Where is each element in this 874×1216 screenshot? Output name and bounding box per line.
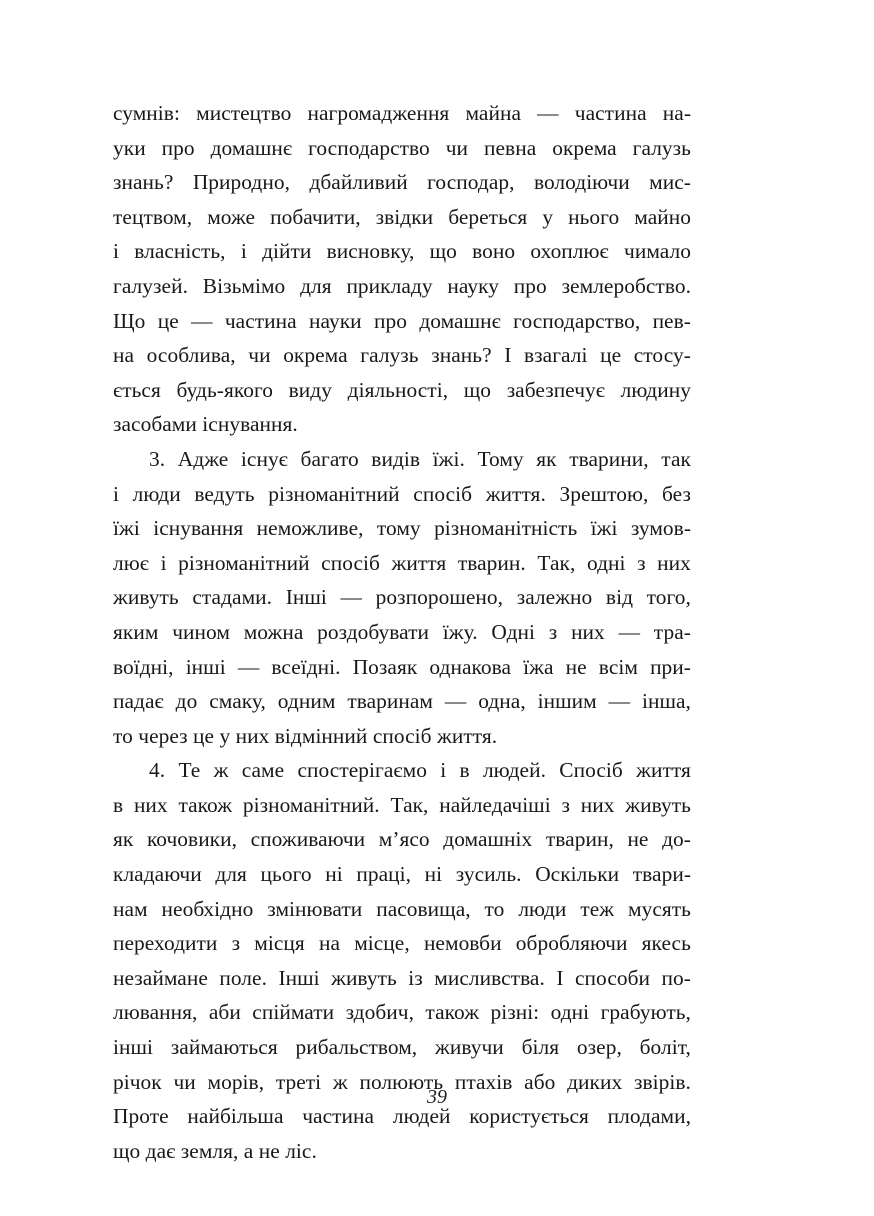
word: люди bbox=[518, 896, 567, 921]
word: переходити bbox=[113, 931, 218, 956]
word: сумнів: bbox=[113, 101, 180, 125]
text-line bbox=[113, 131, 691, 166]
word: біля bbox=[521, 1035, 560, 1060]
word: забезпечує bbox=[506, 377, 605, 402]
word: залежно bbox=[516, 585, 593, 610]
word: і bbox=[113, 239, 119, 264]
word: праці, bbox=[356, 862, 412, 887]
word: ж bbox=[332, 1069, 348, 1094]
word: господарство bbox=[308, 135, 430, 160]
word: з bbox=[637, 550, 646, 575]
text-line bbox=[113, 96, 691, 131]
word: діяльності, bbox=[347, 377, 449, 402]
word: також bbox=[425, 1000, 480, 1025]
word: займаються bbox=[170, 1035, 278, 1060]
word: їжу. bbox=[442, 619, 478, 644]
word: живуть bbox=[113, 585, 179, 610]
word: кочовики, bbox=[146, 827, 238, 852]
word: мусять bbox=[627, 896, 691, 921]
word: лювання, bbox=[113, 1000, 198, 1025]
word: їжа bbox=[523, 654, 554, 679]
word: про bbox=[513, 273, 547, 298]
word: Спосіб bbox=[559, 758, 623, 783]
text-line: що дає земля, а не ліс. bbox=[113, 1138, 317, 1163]
word: кладаючи bbox=[113, 862, 202, 887]
word: живучи bbox=[435, 1035, 504, 1060]
word: ведуть bbox=[194, 481, 255, 506]
word: спосіб bbox=[413, 481, 473, 506]
word: місце, bbox=[354, 931, 410, 956]
text-line bbox=[113, 961, 691, 996]
word: озер, bbox=[576, 1035, 622, 1060]
word: твари- bbox=[632, 862, 691, 887]
word: — bbox=[444, 689, 467, 714]
text-line bbox=[113, 269, 691, 304]
word: різноманітний. bbox=[242, 792, 380, 817]
word: місця bbox=[254, 931, 305, 956]
word: їжі. bbox=[432, 446, 465, 471]
word: висновку, bbox=[326, 239, 415, 264]
word: якесь bbox=[641, 931, 691, 956]
word: їжі bbox=[113, 516, 140, 541]
word: нагромадження bbox=[307, 101, 450, 125]
word: того, bbox=[646, 585, 691, 610]
word: Те bbox=[178, 758, 201, 783]
word: до bbox=[175, 689, 198, 714]
word: воїдні, bbox=[113, 654, 174, 679]
word: 4. bbox=[149, 758, 166, 783]
text-line bbox=[113, 165, 691, 200]
word: Оскільки bbox=[535, 862, 620, 887]
word: дійти bbox=[262, 239, 312, 264]
word: спостерігаємо bbox=[297, 758, 427, 783]
word: саме bbox=[241, 758, 285, 783]
word: майна bbox=[465, 101, 522, 125]
word: стосу- bbox=[633, 343, 691, 368]
word: аби bbox=[208, 1000, 241, 1025]
word: береться bbox=[448, 204, 528, 229]
word: розпорошено, bbox=[375, 585, 504, 610]
word: ні bbox=[424, 862, 443, 887]
word: Візьмімо bbox=[202, 273, 286, 298]
word: Що bbox=[113, 308, 146, 333]
paragraph bbox=[113, 442, 691, 753]
word: для bbox=[300, 273, 332, 298]
word: з bbox=[561, 792, 570, 817]
word: галузь bbox=[632, 135, 691, 160]
word: треті bbox=[275, 1069, 322, 1094]
text-line bbox=[113, 926, 691, 961]
word: полюють bbox=[359, 1069, 444, 1094]
word: птахів bbox=[454, 1069, 513, 1094]
word: не bbox=[627, 827, 649, 852]
word: прикладу bbox=[346, 273, 433, 298]
word: Інші bbox=[278, 965, 320, 990]
word: мисливства. bbox=[434, 965, 545, 990]
word: Адже bbox=[177, 446, 229, 471]
word: може bbox=[207, 204, 256, 229]
word: воно bbox=[472, 239, 516, 264]
word: одні bbox=[586, 550, 626, 575]
word: як bbox=[113, 827, 134, 852]
word: чимало bbox=[624, 239, 691, 264]
word: дбайливий bbox=[309, 170, 408, 195]
text-line bbox=[113, 1030, 691, 1065]
word: і bbox=[160, 550, 167, 575]
word: неможливе, bbox=[256, 516, 364, 541]
text-line bbox=[113, 234, 691, 269]
word: необхідно bbox=[161, 896, 254, 921]
word: І bbox=[504, 343, 512, 368]
word: або bbox=[524, 1069, 556, 1094]
word: зусиль. bbox=[455, 862, 522, 887]
word: інша, bbox=[642, 689, 691, 714]
word: змінювати bbox=[267, 896, 363, 921]
word: землеробство. bbox=[561, 273, 691, 298]
word: ється bbox=[113, 377, 161, 402]
word: всім bbox=[598, 654, 638, 679]
text-line bbox=[113, 753, 691, 788]
word: тому bbox=[376, 516, 421, 541]
word: річок bbox=[113, 1069, 162, 1094]
word: будь-якого bbox=[176, 377, 273, 402]
word: тварин, bbox=[545, 827, 614, 852]
word: — bbox=[537, 101, 559, 125]
word: лює bbox=[113, 550, 149, 575]
word: тра- bbox=[653, 619, 691, 644]
word: побачити, bbox=[270, 204, 361, 229]
word: зумов- bbox=[630, 516, 691, 541]
word: і bbox=[113, 481, 119, 506]
word: грабують, bbox=[600, 1000, 691, 1025]
text-line bbox=[113, 200, 691, 235]
text-line bbox=[113, 857, 691, 892]
word: тецтвом, bbox=[113, 204, 193, 229]
word: це bbox=[600, 343, 622, 368]
word: чи bbox=[248, 343, 271, 368]
word: падає bbox=[113, 689, 164, 714]
word: науки bbox=[309, 308, 362, 333]
word: до- bbox=[662, 827, 691, 852]
word: інші bbox=[113, 1035, 154, 1060]
word: них bbox=[133, 792, 168, 817]
word: по- bbox=[661, 965, 691, 990]
word: що bbox=[463, 377, 492, 402]
word: обробляючи bbox=[515, 931, 628, 956]
page-text-block bbox=[113, 96, 691, 1168]
word: стадами. bbox=[192, 585, 273, 610]
word: — bbox=[340, 585, 362, 610]
word: окрема bbox=[552, 135, 617, 160]
word: домашнє bbox=[419, 308, 501, 333]
word: чином bbox=[172, 619, 230, 644]
word: у bbox=[542, 204, 554, 229]
word: рибальством, bbox=[295, 1035, 418, 1060]
word: Природно, bbox=[192, 170, 291, 195]
word: про bbox=[374, 308, 407, 333]
text-line bbox=[113, 650, 691, 685]
word: люди bbox=[132, 481, 181, 506]
text-line bbox=[113, 892, 691, 927]
word: яким bbox=[113, 619, 159, 644]
word: власність, bbox=[134, 239, 226, 264]
word: смаку, bbox=[209, 689, 266, 714]
word: диких bbox=[567, 1069, 623, 1094]
word: користується bbox=[469, 1104, 589, 1129]
word: різноманітність bbox=[434, 516, 578, 541]
text-line bbox=[113, 442, 691, 477]
word: життя bbox=[636, 758, 691, 783]
word: частина bbox=[574, 101, 647, 125]
word: існування bbox=[153, 516, 244, 541]
word: найледачіші bbox=[439, 792, 551, 817]
word: м’ясо bbox=[378, 827, 430, 852]
word: з bbox=[231, 931, 241, 956]
text-line bbox=[113, 788, 691, 823]
word: як bbox=[536, 446, 557, 471]
word: людей bbox=[392, 1104, 451, 1129]
word: то bbox=[484, 896, 505, 921]
word: Інші bbox=[285, 585, 327, 610]
word: від bbox=[605, 585, 633, 610]
word: господарство, bbox=[513, 308, 641, 333]
word: галузей. bbox=[113, 273, 188, 298]
word: інші bbox=[185, 654, 226, 679]
word: морів, bbox=[207, 1069, 265, 1094]
text-line bbox=[113, 995, 691, 1030]
word: одні bbox=[550, 1000, 590, 1025]
word: Тому bbox=[477, 446, 524, 471]
text-line bbox=[113, 580, 691, 615]
word: частина bbox=[302, 1104, 375, 1129]
text-line bbox=[113, 511, 691, 546]
word: однакова bbox=[429, 654, 512, 679]
word: господар, bbox=[427, 170, 515, 195]
word: не bbox=[565, 654, 587, 679]
word: чи bbox=[445, 135, 469, 160]
word: в bbox=[113, 792, 124, 817]
word: знань? bbox=[431, 343, 492, 368]
word: спосіб bbox=[321, 550, 380, 575]
word: домашніх bbox=[443, 827, 533, 852]
text-line bbox=[113, 304, 691, 339]
word: найбільша bbox=[187, 1104, 284, 1129]
word: людину bbox=[620, 377, 691, 402]
word: живуть bbox=[331, 965, 397, 990]
text-line: то через це у них відмінний спосіб життя. bbox=[113, 723, 498, 748]
word: людей. bbox=[482, 758, 546, 783]
word: пасовища, bbox=[376, 896, 471, 921]
word: видів bbox=[371, 446, 421, 471]
word: одним bbox=[277, 689, 336, 714]
word: нам bbox=[113, 896, 148, 921]
word: так bbox=[661, 446, 691, 471]
word: з bbox=[548, 619, 558, 644]
word: на- bbox=[662, 101, 691, 125]
word: них bbox=[580, 792, 615, 817]
word: ж bbox=[213, 758, 229, 783]
word: різноманітний bbox=[268, 481, 400, 506]
word: існує bbox=[240, 446, 288, 471]
word: здобич, bbox=[345, 1000, 414, 1025]
word: Позаяк bbox=[352, 654, 418, 679]
word: тваринам bbox=[347, 689, 434, 714]
word: володіючи bbox=[533, 170, 630, 195]
word: боліт, bbox=[639, 1035, 691, 1060]
text-line bbox=[113, 373, 691, 408]
word: різноманітний bbox=[178, 550, 310, 575]
text-line bbox=[113, 822, 691, 857]
word: в bbox=[459, 758, 470, 783]
word: цього bbox=[260, 862, 312, 887]
word: — bbox=[237, 654, 260, 679]
word: Так, bbox=[537, 550, 576, 575]
word: знань? bbox=[113, 170, 174, 195]
word: різні: bbox=[490, 1000, 540, 1025]
word: споживаючи bbox=[250, 827, 366, 852]
word: що bbox=[429, 239, 457, 264]
word: і bbox=[240, 239, 247, 264]
word: на bbox=[318, 931, 341, 956]
word: Одні bbox=[491, 619, 536, 644]
word: ні bbox=[325, 862, 343, 887]
word: незаймане bbox=[113, 965, 208, 990]
text-line bbox=[113, 684, 691, 719]
word: без bbox=[662, 481, 691, 506]
word: життя. bbox=[485, 481, 546, 506]
word: також bbox=[178, 792, 233, 817]
word: — bbox=[191, 308, 213, 333]
word: плодами, bbox=[607, 1104, 691, 1129]
page-number: 39 bbox=[427, 1086, 447, 1108]
word: для bbox=[215, 862, 247, 887]
word: пев- bbox=[652, 308, 691, 333]
word: одна, bbox=[478, 689, 526, 714]
word: чи bbox=[173, 1069, 196, 1094]
word: тварини, bbox=[569, 446, 649, 471]
text-line: засобами існування. bbox=[113, 412, 298, 437]
word: нього bbox=[568, 204, 620, 229]
word: виду bbox=[288, 377, 332, 402]
word: багато bbox=[300, 446, 359, 471]
word: і bbox=[440, 758, 447, 783]
word: тварин. bbox=[457, 550, 526, 575]
word: науку bbox=[447, 273, 499, 298]
word: охоплює bbox=[530, 239, 609, 264]
word: мистецтво bbox=[196, 101, 292, 125]
text-line bbox=[113, 477, 691, 512]
text-line bbox=[113, 546, 691, 581]
word: мис- bbox=[649, 170, 691, 195]
word: уки bbox=[113, 135, 146, 160]
word: способи bbox=[575, 965, 651, 990]
word: — bbox=[608, 689, 631, 714]
word: життя bbox=[391, 550, 447, 575]
word: І bbox=[556, 965, 564, 990]
word: поле. bbox=[219, 965, 267, 990]
word: них bbox=[571, 619, 605, 644]
word: живуть bbox=[625, 792, 691, 817]
word: частина bbox=[224, 308, 297, 333]
word: їжі bbox=[590, 516, 618, 541]
word: на bbox=[113, 343, 135, 368]
word: звірів. bbox=[633, 1069, 691, 1094]
word: іншим bbox=[537, 689, 597, 714]
word: домашнє bbox=[210, 135, 293, 160]
word: Проте bbox=[113, 1104, 169, 1129]
word: особлива, bbox=[146, 343, 236, 368]
word: Так, bbox=[390, 792, 429, 817]
word: майно bbox=[634, 204, 691, 229]
text-line bbox=[113, 615, 691, 650]
word: певна bbox=[484, 135, 537, 160]
word: них bbox=[657, 550, 691, 575]
word: немовби bbox=[423, 931, 502, 956]
word: із bbox=[408, 965, 423, 990]
word: спіймати bbox=[252, 1000, 335, 1025]
word: про bbox=[161, 135, 195, 160]
word: при- bbox=[650, 654, 691, 679]
word: можна bbox=[243, 619, 304, 644]
word: всеїдні. bbox=[271, 654, 341, 679]
word: звідки bbox=[375, 204, 434, 229]
word: взагалі bbox=[524, 343, 588, 368]
word: галузь bbox=[360, 343, 419, 368]
word: Зрештою, bbox=[559, 481, 649, 506]
text-line bbox=[113, 338, 691, 373]
word: це bbox=[157, 308, 179, 333]
word: окрема bbox=[283, 343, 348, 368]
word: — bbox=[618, 619, 641, 644]
word: роздобувати bbox=[317, 619, 430, 644]
word: теж bbox=[580, 896, 615, 921]
paragraph bbox=[113, 96, 691, 442]
word: 3. bbox=[149, 446, 166, 471]
